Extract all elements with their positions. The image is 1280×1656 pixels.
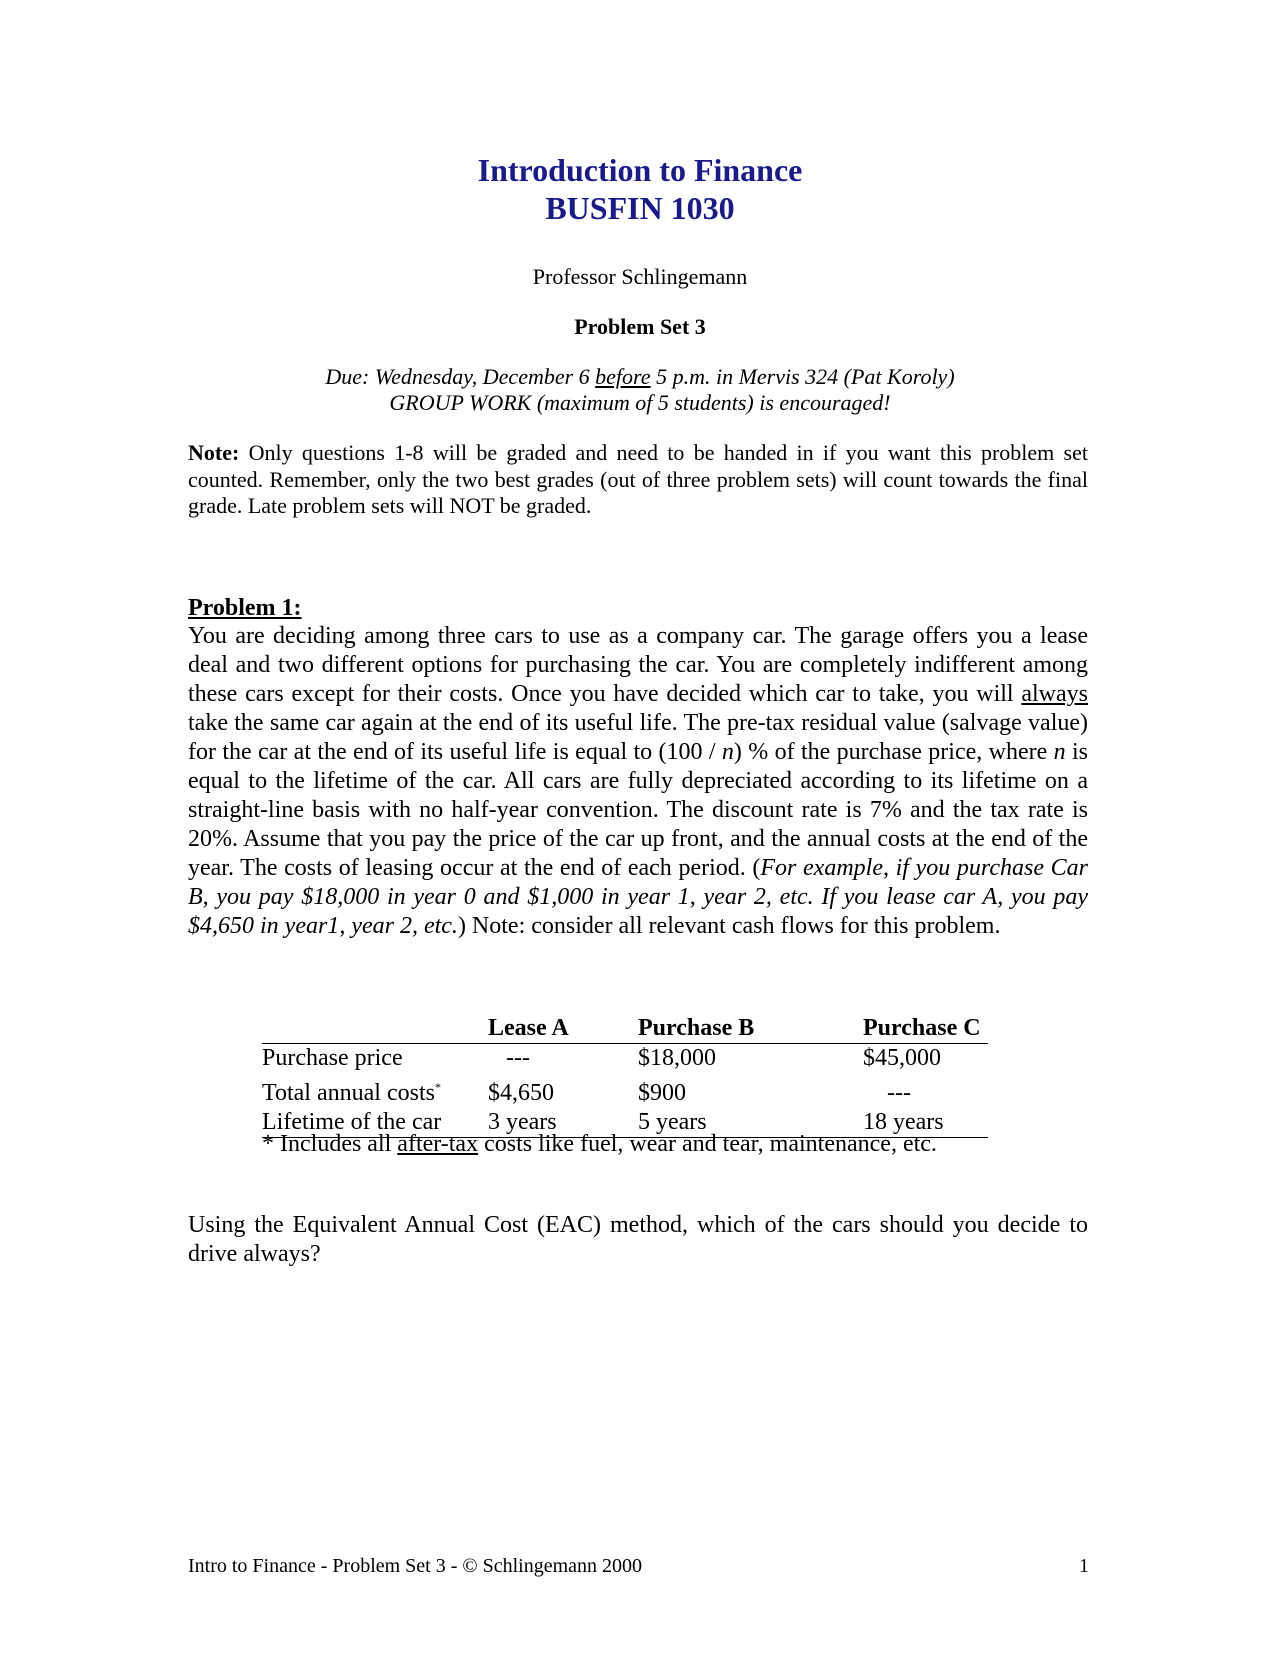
table-cell: 18 years [863, 1108, 988, 1138]
note-text: Only questions 1-8 will be graded and need to be handed in if you want this problem set counted. Remember, only the two best grades (out of three problem sets) will count towards the final grade. Late problem sets will NOT be graded. [188, 440, 1088, 518]
header-cell [262, 1014, 488, 1044]
note-paragraph [188, 440, 1088, 520]
footnote-text: costs like fuel, wear and tear, maintenance, etc. [478, 1131, 937, 1157]
problem-text-part: You are deciding among three cars to use as a company car. The garage offers you a lease deal and two different options for purchasing the car. You are completely indifferent among these cars except for their costs. Once you have decided which car to take, you will [188, 623, 1088, 707]
always-emphasis: always [1021, 681, 1088, 707]
note-label: Note: [188, 440, 240, 465]
footer-left: Intro to Finance - Problem Set 3 - © Schlingemann 2000 [188, 1555, 643, 1577]
header-cell-purchase-b: Purchase B [638, 1014, 863, 1044]
header-cell-purchase-c: Purchase C [863, 1014, 988, 1044]
table-cell: $900 [638, 1080, 686, 1106]
table-row [262, 1073, 988, 1108]
n-variable: n [721, 739, 734, 765]
row-label: Lifetime of the car [262, 1108, 488, 1138]
due-line [0, 364, 1280, 390]
after-tax-emphasis: after-tax [397, 1131, 479, 1157]
problem-text-part: ) Note: consider all relevant cash flows for this problem. [457, 913, 1001, 939]
footnote-text: * Includes all [262, 1131, 398, 1157]
due-prefix: Due: Wednesday, December 6 [325, 364, 596, 389]
course-code: BUSFIN 1030 [545, 190, 735, 226]
header-cell-lease-a: Lease A [488, 1014, 638, 1044]
course-title: Introduction to Finance [477, 152, 803, 188]
table-cell: $18,000 [638, 1045, 716, 1071]
table-cell: 5 years [638, 1108, 863, 1138]
table-cell: 3 years [488, 1108, 638, 1138]
problem-set-title: Problem Set 3 [574, 314, 706, 339]
n-variable: n [1053, 739, 1066, 765]
table-footnote [262, 1130, 937, 1159]
due-before: before [595, 364, 651, 389]
row-label-text: Total annual costs [262, 1080, 435, 1106]
table-row [262, 1044, 988, 1074]
professor-name: Professor Schlingemann [532, 264, 748, 289]
problem-text-part: is equal to the lifetime of the car. All cars are fully depreciated according to its lifetime on a straight-line basis with no half-year convention. The discount rate is 7% and the tax rate is 20%. Assume that you pay the price of the car up front, and the annual costs at the end of the year. The costs of leasing occur at the end of each period. ( [188, 739, 1088, 881]
problem-1-paragraph [188, 622, 1088, 941]
group-work-line: GROUP WORK (maximum of 5 students) is encouraged! [389, 390, 891, 415]
problem-text-part: take the same car again at the end of its useful life. The pre-tax residual value (salvage value) for the car at the end of its useful life is equal to (100 / [188, 710, 1088, 765]
table-cell: --- [887, 1080, 911, 1106]
table-cell: $4,650 [488, 1080, 554, 1106]
problem-text-part: ) % of the purchase price, where [733, 739, 1054, 765]
page-number: 1 [1079, 1555, 1089, 1577]
footnote-marker: * [434, 1080, 441, 1094]
table-cell: $45,000 [863, 1045, 941, 1071]
example-text: For example, if you purchase Car B, you pay $18,000 in year 0 and $1,000 in year 1, year 2, etc. If you lease car A, you pay $4,650 in year1, year 2, etc. [188, 855, 1088, 939]
row-label [262, 1073, 488, 1108]
eac-question: Using the Equivalent Annual Cost (EAC) method, which of the cars should you decide to drive always? [188, 1212, 1088, 1267]
problem-1-label: Problem 1: [188, 595, 302, 621]
table-cell: --- [506, 1045, 530, 1071]
table-header-row [262, 1014, 988, 1044]
car-options-table [262, 1014, 988, 1138]
due-suffix: 5 p.m. in Mervis 324 (Pat Koroly) [650, 364, 955, 389]
row-label: Purchase price [262, 1045, 403, 1071]
problem-1-heading [188, 594, 1088, 623]
